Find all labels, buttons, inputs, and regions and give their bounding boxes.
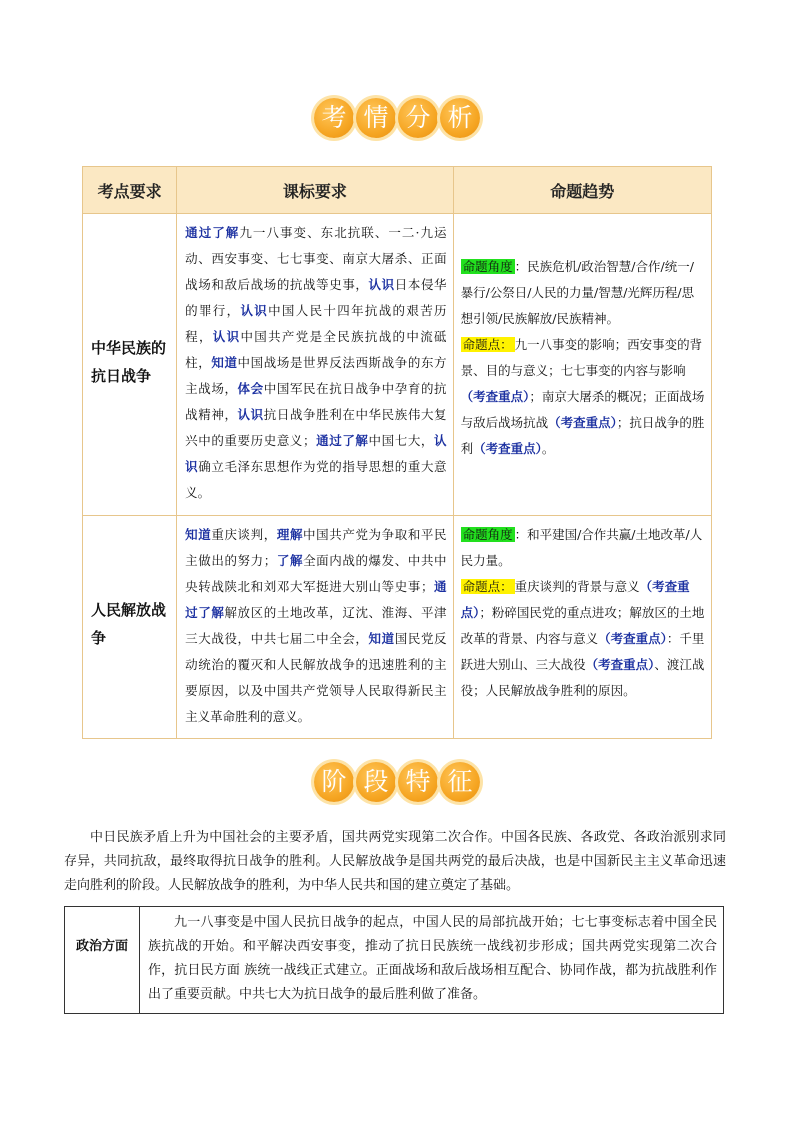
table-row — [83, 214, 712, 516]
keyword: 认识 — [368, 277, 395, 292]
focus-marker: （考查重点） — [598, 631, 667, 646]
standard-text — [177, 516, 452, 738]
text-segment: 。 — [541, 441, 555, 456]
heading-badge: 特 — [398, 762, 438, 802]
trend-cell — [453, 214, 711, 516]
topic-line: 人民解放战 — [91, 601, 167, 619]
stage-features-heading — [0, 762, 794, 802]
topic-line: 争 — [91, 629, 107, 647]
topic-label — [83, 516, 176, 652]
table-header-row — [83, 167, 712, 214]
text-segment: 中国战场是世界反法西斯战争的东方主战场， — [185, 355, 447, 396]
text-segment: ：千里跃进大别山、三大战役 — [460, 631, 705, 672]
stage-table — [64, 906, 724, 1014]
topic-line: 中华民族的 — [91, 339, 167, 357]
keyword: 认识 — [185, 433, 447, 474]
focus-marker: （考查重点） — [548, 415, 617, 430]
text-segment: 中国人民十四年抗战的艰苦历程， — [185, 303, 447, 344]
header-exam-point: 考点要求 — [83, 167, 177, 214]
text-segment: 九一八事变、东北抗联、一二·九运动、西安事变、七七事变、南京大屠杀、正面战场和敌后战场的抗战等史事， — [185, 225, 447, 292]
requirements-table — [82, 166, 712, 739]
header-curriculum: 课标要求 — [177, 167, 453, 214]
standard-text — [177, 214, 452, 514]
angle-tag: 命题角度 — [462, 527, 513, 542]
focus-marker: （考查重点） — [460, 389, 530, 404]
keyword: 通过了解 — [185, 225, 240, 240]
topic-line: 抗日战争 — [91, 367, 152, 385]
focus-marker: （考查重点） — [585, 657, 655, 672]
keyword: 通过了解 — [315, 433, 369, 448]
exam-analysis-heading — [0, 98, 794, 138]
text-segment: 国民党反动统治的覆灭和人民解放战争的迅速胜利的主要原因，以及中国共产党领导人民取得新民主主义革命胜利的意义。 — [185, 631, 447, 724]
text-segment: 确立毛泽东思想作为党的指导思想的重大意义。 — [185, 459, 447, 500]
aspect-text: 九一八事变是中国人民抗日战争的起点，中国人民的局部抗战开始；七七事变标志着中国全民族抗战的开始。和平解决西安事变，推动了抗日民族统一战线初步形成；国共两党实现第二次合作，抗日民方面 族统一战线正式建立。正面战场和敌后战场相互配合、协同作战，都为抗战胜利作出了重要贡献。中共七大为抗日战争的最后胜利做了准备。 — [140, 907, 724, 1014]
keyword: 认识 — [240, 303, 269, 318]
header-trend: 命题趋势 — [453, 167, 711, 214]
text-segment: 抗日战争胜利在中华民族伟大复兴中的重要历史意义； — [185, 407, 447, 448]
table-row — [83, 516, 712, 739]
keyword: 通过了解 — [185, 579, 447, 620]
point-tag: 命题点： — [462, 579, 513, 594]
focus-marker: （考查重点） — [460, 579, 690, 620]
heading-badge: 分 — [398, 98, 438, 138]
heading-badge: 析 — [440, 98, 480, 138]
standard-cell — [177, 214, 453, 516]
text-segment: 、渡江战役；人民解放战争胜利的原因。 — [460, 657, 705, 698]
heading-badge: 阶 — [314, 762, 354, 802]
text-segment: 重庆谈判， — [211, 527, 277, 542]
text-segment: 中国七大， — [368, 433, 435, 448]
heading-badge: 段 — [356, 762, 396, 802]
keyword: 了解 — [276, 553, 304, 568]
text-segment: 日本侵华的罪行， — [185, 277, 447, 318]
table-row — [65, 907, 724, 1014]
keyword: 理解 — [276, 527, 304, 542]
text-segment: 中国共产党为争取和平民主做出的努力； — [185, 527, 447, 568]
trend-text — [454, 214, 711, 470]
text-segment: ；南京大屠杀的概况；正面战场与敌后战场抗战 — [460, 389, 705, 430]
trend-text — [454, 516, 711, 712]
text-segment: 解放区的土地改革，辽沈、淮海、平津三大战役，中共七届二中全会， — [185, 605, 447, 646]
points-text — [461, 337, 705, 456]
stage-intro-paragraph: 中日民族矛盾上升为中国社会的主要矛盾，国共两党实现第二次合作。中国各民族、各政党、各政治派别求同存异，共同抗敌，最终取得抗日战争的胜利。人民解放战争是国共两党的最后决战，也是中国新民主主义革命迅速走向胜利的阶段。人民解放战争的胜利，为中华人民共和国的建立奠定了基础。 — [64, 830, 726, 893]
aspect-label: 政治方面 — [65, 907, 140, 1014]
text-segment: 重庆谈判的背景与意义 — [514, 579, 640, 594]
angle-text: ：和平建国/合作共赢/土地改革/人民力量。 — [460, 527, 703, 568]
topic-cell — [83, 214, 177, 516]
keyword: 知道 — [368, 631, 395, 646]
text-segment: ；抗日战争的胜利 — [460, 415, 705, 456]
focus-marker: （考查重点） — [473, 441, 542, 456]
text-segment: 全面内战的爆发、中共中央转战陕北和刘邓大军挺进大别山等史事； — [185, 553, 447, 594]
keyword: 知道 — [185, 527, 212, 542]
keyword: 认识 — [212, 329, 241, 344]
text-segment: 中国军民在抗日战争中孕育的抗战精神， — [185, 381, 447, 422]
point-tag: 命题点： — [462, 337, 513, 352]
trend-cell — [453, 516, 711, 739]
text-segment: ；粉碎国民党的重点进攻；解放区的土地改革的背景、内容与意义 — [460, 605, 705, 646]
text-segment: 中国共产党是全民族抗战的中流砥柱， — [185, 329, 447, 370]
heading-badge: 征 — [440, 762, 480, 802]
topic-label — [83, 214, 176, 390]
angle-text: ：民族危机/政治智慧/合作/统一/暴行/公祭日/人民的力量/智慧/光辉历程/思想引领/民族解放/民族精神。 — [460, 259, 695, 326]
angle-tag: 命题角度 — [462, 259, 513, 274]
points-text — [461, 579, 705, 698]
standard-cell — [177, 516, 453, 739]
heading-badge: 考 — [314, 98, 354, 138]
text-segment: 九一八事变的影响；西安事变的背景、目的与意义；七七事变的内容与影响 — [460, 337, 703, 378]
topic-cell — [83, 516, 177, 739]
keyword: 认识 — [237, 407, 264, 422]
heading-badge: 情 — [356, 98, 396, 138]
keyword: 体会 — [237, 381, 264, 396]
keyword: 知道 — [211, 355, 238, 370]
